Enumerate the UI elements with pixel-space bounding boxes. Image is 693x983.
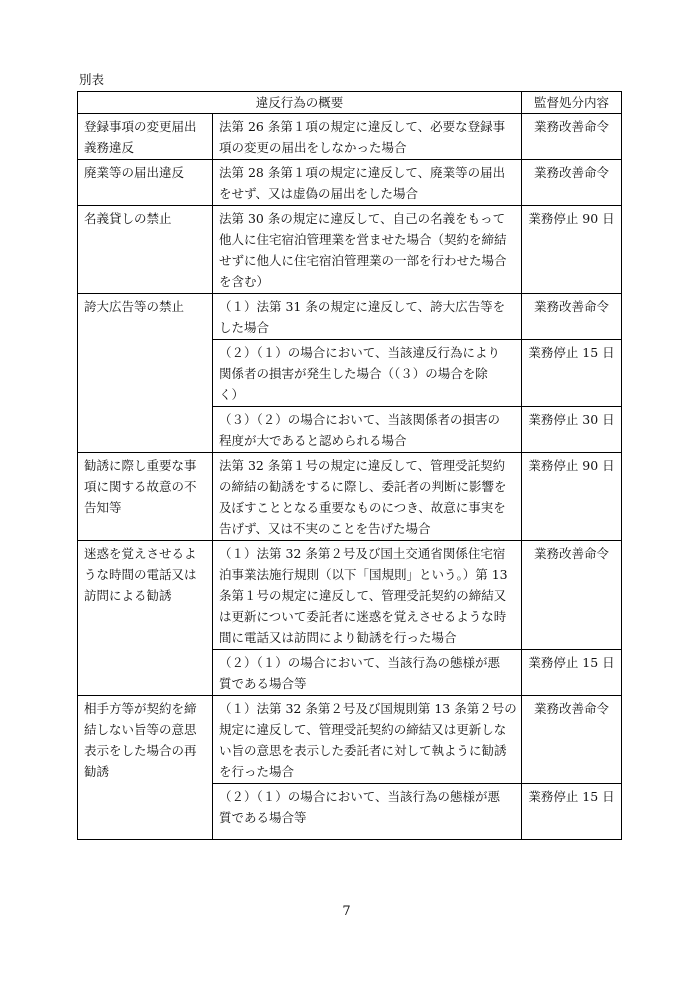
description-line: をせず、又は虚偽の届出をした場合 (219, 186, 419, 201)
table-row (78, 696, 622, 784)
description-line: 条第１号の規定に違反して、管理受託契約の締結又 (219, 588, 507, 603)
disposition-text: 業務停止 15 日 (528, 789, 615, 804)
page-number: 7 (342, 904, 351, 919)
disposition-cell (522, 206, 622, 294)
description-line: 法第 32 条第１号の規定に違反して、管理受託契約 (219, 458, 506, 473)
table-row (78, 114, 622, 160)
description-line: く） (219, 387, 245, 402)
violation-description-cell (213, 541, 522, 650)
description-line: 他人に住宅宿泊管理業を営ませた場合（契約を締結 (219, 232, 507, 247)
disposition-text: 業務改善命令 (534, 299, 610, 314)
category-line: 告知等 (84, 500, 122, 515)
violation-category-cell (78, 206, 213, 294)
description-line: は更新について委託者に迷惑を覚えさせるような時 (219, 609, 507, 624)
description-line: 泊事業法施行規則（以下「国規則」という。）第 13 (219, 567, 508, 582)
disposition-cell (522, 784, 622, 840)
table-header-row (78, 92, 622, 114)
violation-description-cell (213, 650, 522, 696)
disposition-text: 業務改善命令 (534, 165, 610, 180)
disposition-text: 業務改善命令 (534, 546, 610, 561)
category-line: 項に関する故意の不 (84, 479, 197, 494)
description-line: （１）法第 32 条第２号及び国土交通省関係住宅宿 (219, 546, 506, 561)
violation-category-cell (78, 294, 213, 453)
description-line: せずに他人に住宅宿泊管理業の一部を行わせた場合 (219, 253, 507, 268)
category-line: 迷惑を覚えさせるよ (84, 546, 197, 561)
description-line: 法第 30 条の規定に違反して、自己の名義をもって (219, 211, 506, 226)
description-line: 関係者の損害が発生した場合（（３）の場合を除 (219, 366, 488, 381)
violation-category-cell (78, 114, 213, 160)
category-line: 誇大広告等の禁止 (84, 299, 185, 314)
violation-table (77, 91, 622, 840)
category-line: 相手方等が契約を締 (84, 701, 197, 716)
category-line: 訪問による勧誘 (84, 588, 172, 603)
disposition-text: 業務停止 15 日 (528, 345, 615, 360)
description-line: 程度が大であると認められる場合 (219, 433, 407, 448)
table-row (78, 206, 622, 294)
description-line: （２）（１）の場合において、当該違反行為により (219, 345, 501, 360)
disposition-cell (522, 541, 622, 650)
disposition-cell (522, 696, 622, 784)
header-violation-summary: 違反行為の概要 (78, 92, 522, 114)
category-line: 表示をした場合の再 (84, 743, 197, 758)
disposition-text: 業務停止 90 日 (528, 458, 615, 473)
violation-description-cell (213, 453, 522, 541)
description-line: 質である場合等 (219, 810, 307, 825)
disposition-text: 業務停止 90 日 (528, 211, 615, 226)
disposition-cell (522, 114, 622, 160)
header-disposition: 監督処分内容 (522, 92, 622, 114)
disposition-cell (522, 650, 622, 696)
description-line: 規定に違反して、管理受託契約の締結又は更新しな (219, 722, 507, 737)
violation-description-cell (213, 160, 522, 206)
violation-category-cell (78, 696, 213, 840)
violation-description-cell (213, 340, 522, 407)
category-line: 結しない旨等の意思 (84, 722, 197, 737)
category-line: 義務違反 (84, 140, 135, 155)
description-line: 法第 26 条第１項の規定に違反して、必要な登録事 (219, 119, 506, 134)
description-line: を含む） (219, 274, 270, 289)
violation-category-cell (78, 453, 213, 541)
description-line: （２）（１）の場合において、当該行為の態様が悪 (219, 789, 501, 804)
violation-description-cell (213, 784, 522, 840)
description-line: を行った場合 (219, 764, 295, 779)
disposition-cell (522, 294, 622, 340)
category-line: 勧誘 (84, 764, 110, 779)
violation-description-cell (213, 114, 522, 160)
disposition-text: 業務停止 30 日 (528, 412, 615, 427)
disposition-text: 業務停止 15 日 (528, 655, 615, 670)
violation-description-cell (213, 407, 522, 453)
disposition-cell (522, 407, 622, 453)
table-row (78, 160, 622, 206)
violation-category-cell (78, 541, 213, 696)
description-line: 質である場合等 (219, 676, 307, 691)
description-line: （２）（１）の場合において、当該行為の態様が悪 (219, 655, 501, 670)
disposition-cell (522, 340, 622, 407)
disposition-text: 業務改善命令 (534, 119, 610, 134)
disposition-cell (522, 453, 622, 541)
violation-description-cell (213, 206, 522, 294)
violation-category-cell (78, 160, 213, 206)
description-line: （１）法第 32 条第２号及び国規則第 13 条第２号の (219, 701, 517, 716)
category-line: 勧誘に際し重要な事 (84, 458, 197, 473)
description-line: の締結の勧誘をするに際し、委託者の判断に影響を (219, 479, 507, 494)
category-line: 名義貸しの禁止 (84, 211, 172, 226)
violation-description-cell (213, 294, 522, 340)
disposition-cell (522, 160, 622, 206)
table-row (78, 541, 622, 650)
table-row (78, 453, 622, 541)
description-line: い旨の意思を表示した委託者に対して執ように勧誘 (219, 743, 507, 758)
category-line: 登録事項の変更届出 (84, 119, 197, 134)
description-line: （１）法第 31 条の規定に違反して、誇大広告等を (219, 299, 506, 314)
description-line: 項の変更の届出をしなかった場合 (219, 140, 407, 155)
description-line: した場合 (219, 320, 270, 335)
description-line: 間に電話又は訪問により勧誘を行った場合 (219, 630, 457, 645)
category-line: うな時間の電話又は (84, 567, 197, 582)
table-row (78, 294, 622, 340)
violation-description-cell (213, 696, 522, 784)
table-caption: 別表 (79, 72, 105, 87)
description-line: 法第 28 条第１項の規定に違反して、廃業等の届出 (219, 165, 506, 180)
description-line: 告げず、又は不実のことを告げた場合 (219, 521, 431, 536)
description-line: 及ぼすこととなる重要なものにつき、故意に事実を (219, 500, 506, 515)
disposition-text: 業務改善命令 (534, 701, 610, 716)
category-line: 廃業等の届出違反 (84, 165, 185, 180)
description-line: （３）（２）の場合において、当該関係者の損害の (219, 412, 501, 427)
